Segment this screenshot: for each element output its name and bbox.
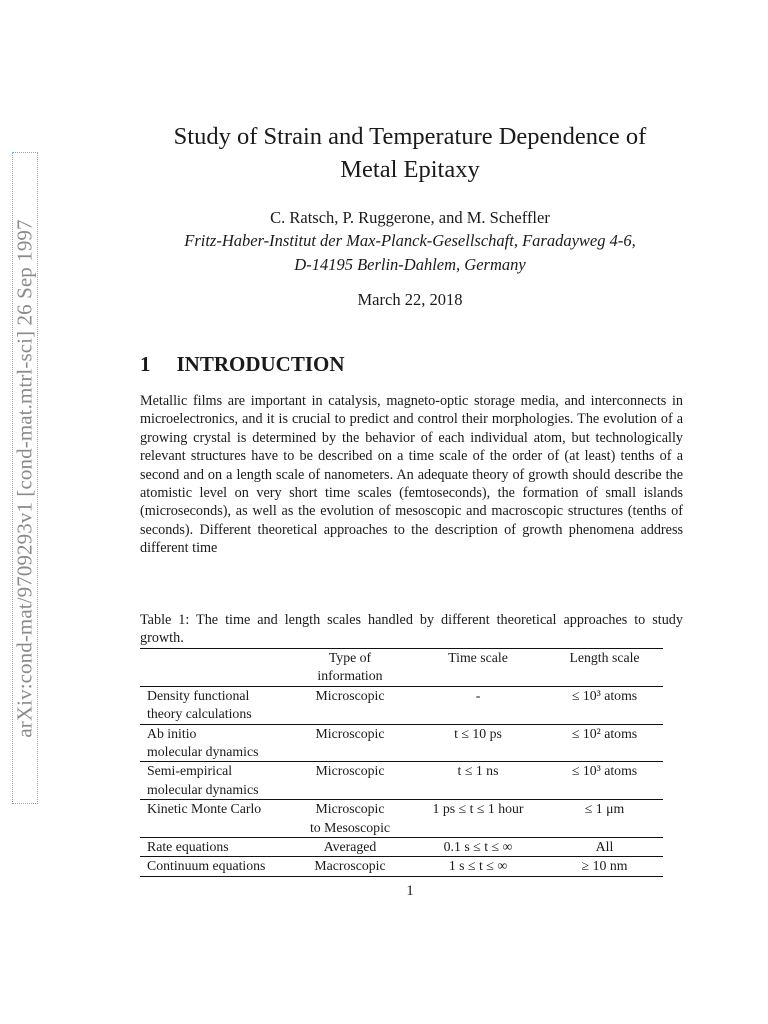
header-type: Type of information xyxy=(290,649,410,687)
length-cell: ≥ 10 nm xyxy=(581,858,628,874)
time-cell: 0.1 s ≤ t ≤ ∞ xyxy=(443,839,513,855)
arxiv-side-stamp xyxy=(12,152,38,804)
table-row xyxy=(140,724,663,762)
section-heading xyxy=(140,350,345,378)
paper-title xyxy=(100,120,720,186)
method-cell: Continuum equations xyxy=(147,858,266,874)
table-container xyxy=(140,648,663,877)
method-cell: Semi-empirical molecular dynamics xyxy=(147,763,259,797)
method-cell: Kinetic Monte Carlo xyxy=(147,801,262,817)
length-cell: ≤ 10³ atoms xyxy=(571,763,638,779)
section-number: 1 xyxy=(140,352,151,376)
title-line-2: Metal Epitaxy xyxy=(340,156,480,183)
table-caption: Table 1: The time and length scales handled by different theoretical approaches to study growth. xyxy=(140,612,683,647)
authors: C. Ratsch, P. Ruggerone, and M. Scheffler xyxy=(270,208,550,227)
type-cell: Macroscopic xyxy=(314,858,386,874)
time-cell: 1 s ≤ t ≤ ∞ xyxy=(448,858,508,874)
affiliation-line-1: Fritz-Haber-Institut der Max-Planck-Gesellschaft, Faradayweg 4-6, xyxy=(184,231,636,250)
title-line-1: Study of Strain and Temperature Dependence of xyxy=(173,123,647,150)
date: March 22, 2018 xyxy=(357,290,463,309)
type-cell: Microscopic xyxy=(315,763,385,779)
affiliation xyxy=(100,229,720,276)
header-method xyxy=(140,649,290,687)
time-cell: - xyxy=(475,687,481,703)
table-row xyxy=(140,838,663,857)
header-length: Length scale xyxy=(546,649,663,687)
header-time: Time scale xyxy=(410,649,546,687)
table-header-row xyxy=(140,649,663,687)
type-cell: Averaged xyxy=(323,839,377,855)
table-row xyxy=(140,762,663,800)
time-cell: t ≤ 10 ps xyxy=(454,725,502,741)
length-cell: All xyxy=(595,839,614,855)
time-cell: 1 ps ≤ t ≤ 1 hour xyxy=(432,801,524,817)
method-cell: Ab initio molecular dynamics xyxy=(147,725,259,760)
scales-table xyxy=(140,648,663,877)
length-cell: ≤ 10³ atoms xyxy=(571,687,638,703)
page-number: 1 xyxy=(406,883,414,899)
length-cell: ≤ 10² atoms xyxy=(571,725,638,741)
arxiv-identifier: arXiv:cond-mat/9709293v1 [cond-mat.mtrl-sci] 26 Sep 1997 xyxy=(12,218,37,738)
table-row xyxy=(140,800,663,838)
method-cell: Density functional theory calculations xyxy=(147,687,252,722)
affiliation-line-2: D-14195 Berlin-Dahlem, Germany xyxy=(294,254,526,274)
table-row xyxy=(140,857,663,876)
table-row xyxy=(140,686,663,724)
type-cell: Microscopic xyxy=(315,687,385,703)
method-cell: Rate equations xyxy=(147,839,229,855)
type-cell: Microscopic xyxy=(315,725,385,741)
length-cell: ≤ 1 μm xyxy=(584,801,625,817)
type-cell: Microscopic to Mesoscopic xyxy=(309,801,391,835)
time-cell: t ≤ 1 ns xyxy=(457,763,499,779)
introduction-paragraph: Metallic films are important in catalysis, magneto-optic storage media, and interconnects in microelectronics, and it is crucial to predict and control their morphologies. The evolution of a growing crystal is determined by the behavior of each individual atom, but technologically relevant structures have to be described on a time scale of the order of (at least) tenths of a second and on a length scale of nanometers. An adequate theory of growth should describe the atomistic level on very short time scales (femtoseconds), the formation of small islands (microseconds), as well as the evolution of mesoscopic and macroscopic structures (tenths of seconds). Different theoretical approaches to the description of growth phenomena address different time xyxy=(140,393,683,557)
section-title: INTRODUCTION xyxy=(176,352,345,376)
